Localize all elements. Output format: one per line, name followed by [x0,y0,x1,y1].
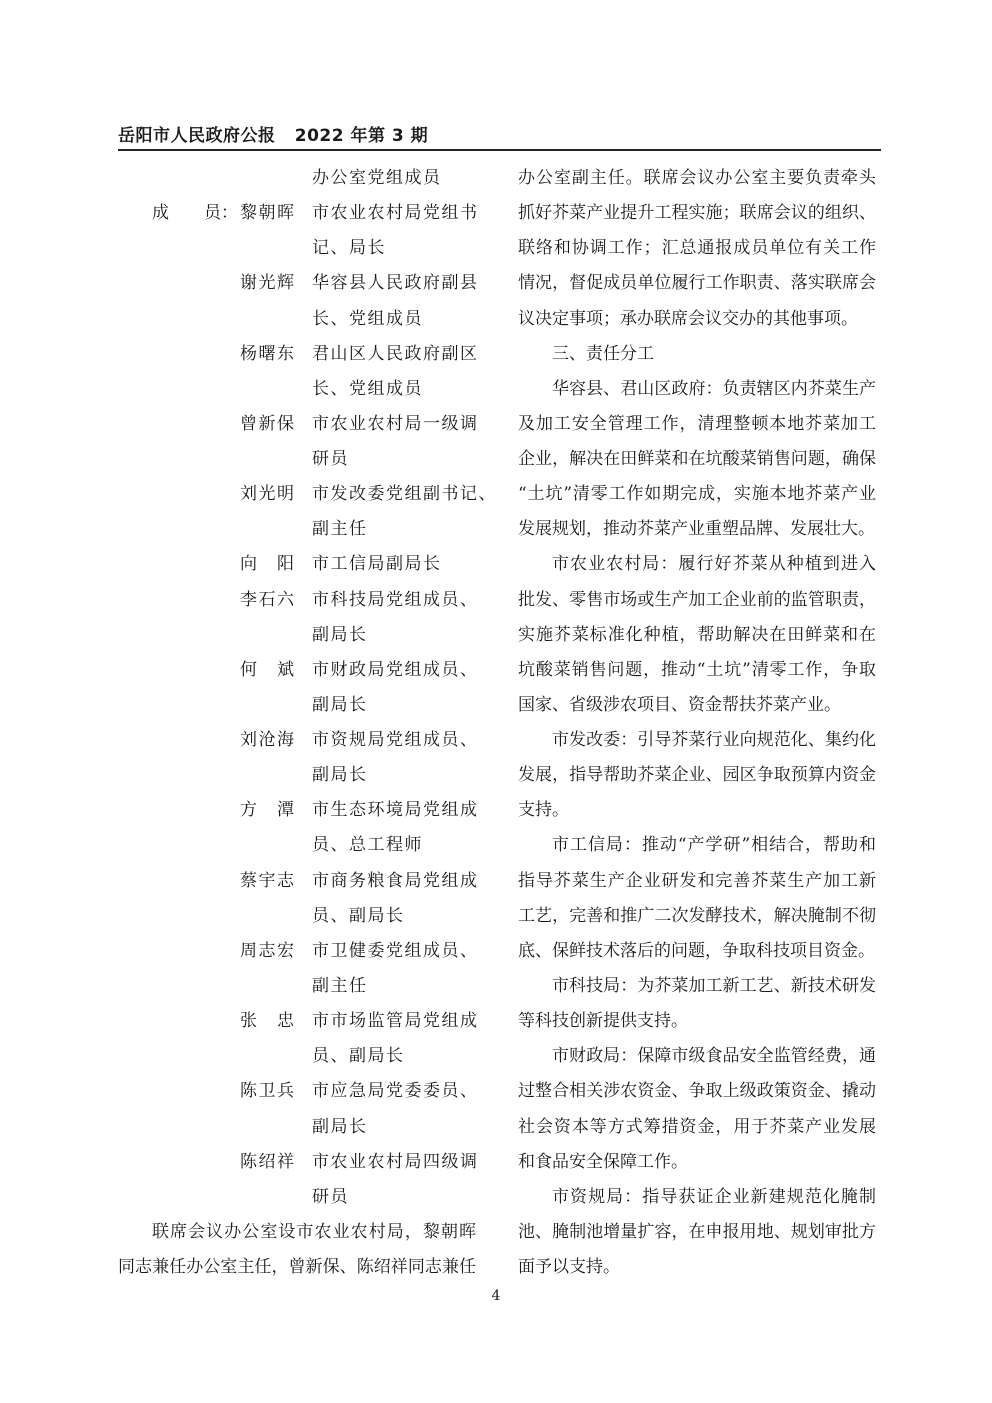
role-label: 员： [204,203,238,224]
paragraph-line: 三、责任分工 [552,343,654,364]
member-name: 陈绍祥 [240,1151,296,1172]
paragraph-line: 及加工安全管理工作，清理整顿本地芥菜加工 [518,413,876,434]
paragraph-line: 实施芥菜标准化种植，帮助解决在田鲜菜和在 [518,624,876,645]
member-title: 副主任 [312,519,368,540]
running-header [118,121,428,146]
paragraph-line: 批发、零售市场或生产加工企业前的监管职责， [518,589,876,610]
member-title: 办公室党组成员 [312,168,442,188]
member-name: 向 阳 [240,554,296,575]
member-title: 市财政局党组成员、 [312,659,479,680]
member-title: 副局长 [312,765,368,786]
member-title: 市商务粮食局党组成 [312,870,479,891]
paragraph-line: 发展规划，推动芥菜产业重塑品牌、发展壮大。 [518,519,875,540]
member-name: 李石六 [240,589,296,610]
page-number: 4 [491,1288,501,1304]
member-title: 市农业农村局四级调 [312,1151,479,1172]
paragraph-line: 支持。 [518,800,569,821]
member-title: 记、局长 [312,238,386,259]
paragraph-line: 市工信局：推动“产学研”相结合，帮助和 [552,835,876,856]
paragraph-line: 情况，督促成员单位履行工作职责、落实联席会 [518,273,876,294]
member-name: 周志宏 [240,940,296,961]
member-name: 杨曙东 [240,343,296,364]
paragraph-line: 和食品安全保障工作。 [518,1151,688,1172]
paragraph-line: 议决定事项；承办联席会议交办的其他事项。 [518,308,858,329]
member-title: 华容县人民政府副县 [312,273,479,294]
member-title: 市资规局党组成员、 [312,730,479,751]
member-title: 长、党组成员 [312,308,423,329]
paragraph-line: 市财政局：保障市级食品安全监管经费，通 [552,1046,876,1067]
member-title: 市农业农村局党组书 [312,203,479,224]
member-title: 市应急局党委委员、 [312,1081,479,1102]
member-title: 市工信局副局长 [312,554,442,575]
paragraph-line: 社会资本等方式筹措资金，用于芥菜产业发展 [518,1116,876,1137]
paragraph-line: 国家、省级涉农项目、资金帮扶芥菜产业。 [518,694,841,715]
paragraph-line: 发展，指导帮助芥菜企业、园区争取预算内资金 [518,765,876,786]
paragraph-line: 联席会议办公室设市农业农村局，黎朝晖 [152,1221,476,1242]
member-name: 谢光辉 [240,273,296,294]
paragraph-line: 过整合相关涉农资金、争取上级政策资金、撬动 [518,1081,876,1102]
member-title: 研员 [312,1186,349,1207]
role-label: 成 [152,203,169,224]
member-title: 市市场监管局党组成 [312,1011,479,1032]
member-title: 副局长 [312,1116,368,1137]
member-title: 员、副局长 [312,905,405,926]
member-name: 刘光明 [240,484,296,505]
member-title: 长、党组成员 [312,378,423,399]
member-title: 市科技局党组成员、 [312,589,479,610]
member-title: 研员 [312,449,349,470]
member-name: 陈卫兵 [240,1081,296,1102]
paragraph-line: 市资规局：指导获证企业新建规范化腌制 [552,1186,876,1207]
member-name: 曾新保 [240,413,296,434]
paragraph-line: 等科技创新提供支持。 [518,1011,688,1032]
member-name: 张 忠 [240,1011,296,1032]
paragraph-line: 市发改委：引导芥菜行业向规范化、集约化 [552,730,876,751]
member-title: 市生态环境局党组成 [312,800,479,821]
paragraph-line: 池、腌制池增量扩容，在申报用地、规划审批方 [518,1221,876,1242]
member-title: 市卫健委党组成员、 [312,940,479,961]
paragraph-line: 联络和协调工作；汇总通报成员单位有关工作 [518,238,876,259]
member-name: 何 斌 [240,659,296,680]
paragraph-line: 指导芥菜生产企业研发和完善芥菜生产加工新 [518,870,876,891]
member-name: 刘沧海 [240,730,296,751]
header-rule [118,149,881,151]
member-title: 君山区人民政府副区 [312,343,479,364]
member-name: 方 潭 [240,800,296,821]
paragraph-line: 面予以支持。 [518,1257,620,1278]
member-name: 蔡宇志 [240,870,296,891]
member-name: 黎朝晖 [240,203,296,224]
paragraph-line: 华容县、君山区政府：负责辖区内芥菜生产 [552,378,876,399]
header-issue: 2022 年第 3 期 [294,126,429,146]
paragraph-line: 底、保鲜技术落后的问题，争取科技项目资金。 [518,940,875,961]
paragraph-line: “土坑”清零工作如期完成，实施本地芥菜产业 [518,484,876,505]
member-title: 员、总工程师 [312,835,423,856]
member-title: 副主任 [312,975,368,996]
paragraph-line: 抓好芥菜产业提升工程实施；联席会议的组织、 [518,203,876,224]
paragraph-line: 市科技局：为芥菜加工新工艺、新技术研发 [552,975,876,996]
member-title: 员、副局长 [312,1046,405,1067]
header-title: 岳阳市人民政府公报 [118,126,276,146]
member-title: 市发改委党组副书记、 [312,484,497,505]
member-title: 市农业农村局一级调 [312,413,479,434]
paragraph-line: 办公室副主任。联席会议办公室主要负责牵头 [518,168,876,188]
paragraph-line: 企业，解决在田鲜菜和在坑酸菜销售问题，确保 [518,449,876,470]
member-title: 副局长 [312,624,368,645]
member-title: 副局长 [312,694,368,715]
paragraph-line: 坑酸菜销售问题，推动“土坑”清零工作，争取 [518,659,876,680]
paragraph-line: 工艺，完善和推广二次发酵技术，解决腌制不彻 [518,905,876,926]
paragraph-line: 市农业农村局：履行好芥菜从种植到进入 [552,554,876,575]
paragraph-line: 同志兼任办公室主任，曾新保、陈绍祥同志兼任 [118,1257,476,1278]
